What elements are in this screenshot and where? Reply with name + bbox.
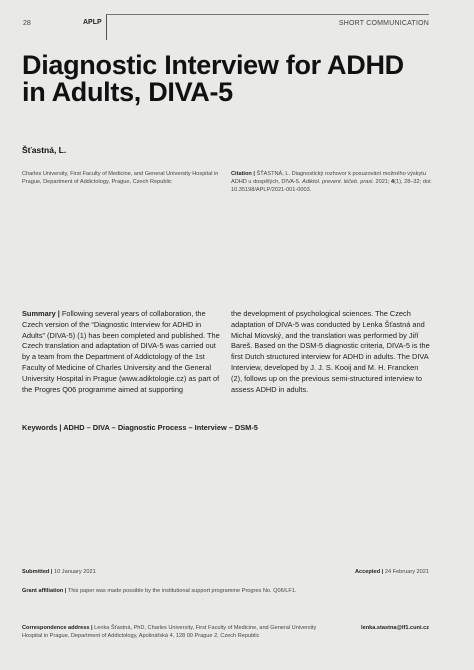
author-affiliation: Charles University, First Faculty of Medicine, and General University Hospital in Prague, Department of Addictology, Prague, Czech Republic: [22, 171, 219, 185]
summary-text-left: Following several years of collaboration, the Czech version of the “Diagnostic Interview for ADHD in Adults” (DIVA-5) (1) has been completed and published. The Czech translation and adaptation of DIVA-5 was carried out by a team from the Department of Addictology of the 1st Faculty of Medicine of Charles University and the General University Hospital in Prague (www.adiktologie.cz) as part of the Progres Q06 programme aimed at supporting: [22, 309, 220, 394]
article-title: [22, 52, 452, 106]
journal-name: APLP: [83, 19, 102, 26]
submitted-date: [22, 568, 96, 576]
header-divider: [106, 14, 107, 40]
correspondence-address: [22, 624, 322, 640]
summary-right-column: [231, 309, 431, 395]
keywords: Keywords | ADHD – DIVA – Diagnostic Process – Interview – DSM-5: [22, 423, 258, 432]
title-line-1: Diagnostic Interview for ADHD: [22, 50, 404, 80]
citation-volume: 4: [391, 179, 395, 185]
accepted-value: 24 February 2021: [383, 569, 429, 575]
summary-left-column: [22, 309, 222, 395]
author-name: Šťastná, L.: [22, 145, 67, 155]
header-rule: [106, 14, 429, 15]
correspondence-label: Correspondence address |: [22, 625, 93, 631]
citation-year: 2021;: [373, 179, 392, 185]
citation-text: ŠŤASTNÁ, L. Diagnostický rozhovor k posuzování možného výskytu ADHD u dospělých, DIVA-5.: [231, 171, 426, 185]
page-header: [0, 0, 474, 36]
title-line-2: in Adults, DIVA-5: [22, 77, 233, 107]
accepted-date: [355, 568, 429, 576]
summary-label: Summary |: [22, 309, 60, 318]
summary-text-right: the development of psychological sciences. The Czech adaptation of DIVA-5 was conducted by Lenka Šťastná and Michal Miovský, and the translation was performed by Jiří Bareš. Based on the DSM-5 diagnostic criteria, DIVA-5 is the first Dutch structured interview for ADHD in adults. The DIVA Interview, developed by J. J. S. Kooij and M. H. Francken (2), follows up on the previous semi-structured interview to assess ADHD in adults.: [231, 309, 430, 394]
correspondence-text: Lenka Šťastná, PhD, Charles University, First Faculty of Medicine, and General University Hospital in Prague, Department of Addictology, Apolinářská 4, 128 00 Prague 2, Czech Republic: [22, 625, 317, 639]
grant-affiliation: [22, 587, 442, 595]
grant-label: Grant affiliation |: [22, 588, 67, 594]
page-number: 28: [23, 20, 31, 27]
citation-block: [231, 170, 436, 194]
citation-journal: Adiktol. prevent. léčeb. praxi.: [302, 179, 374, 185]
grant-text: This paper was made possible by the institutional support programme Progres No. Q06/LF1.: [66, 588, 297, 594]
citation-label: Citation |: [231, 171, 255, 177]
accepted-label: Accepted |: [354, 569, 384, 575]
submitted-label: Submitted |: [22, 569, 53, 575]
email-link[interactable]: lenka.stastna@lf1.cuni.cz: [361, 625, 429, 631]
citation-doi: (1), 28–32; doi: 10.35198/APLP/2021-001-0003.: [231, 179, 432, 193]
submitted-value: 10 January 2021: [52, 569, 96, 575]
section-label: SHORT COMMUNICATION: [338, 20, 429, 27]
